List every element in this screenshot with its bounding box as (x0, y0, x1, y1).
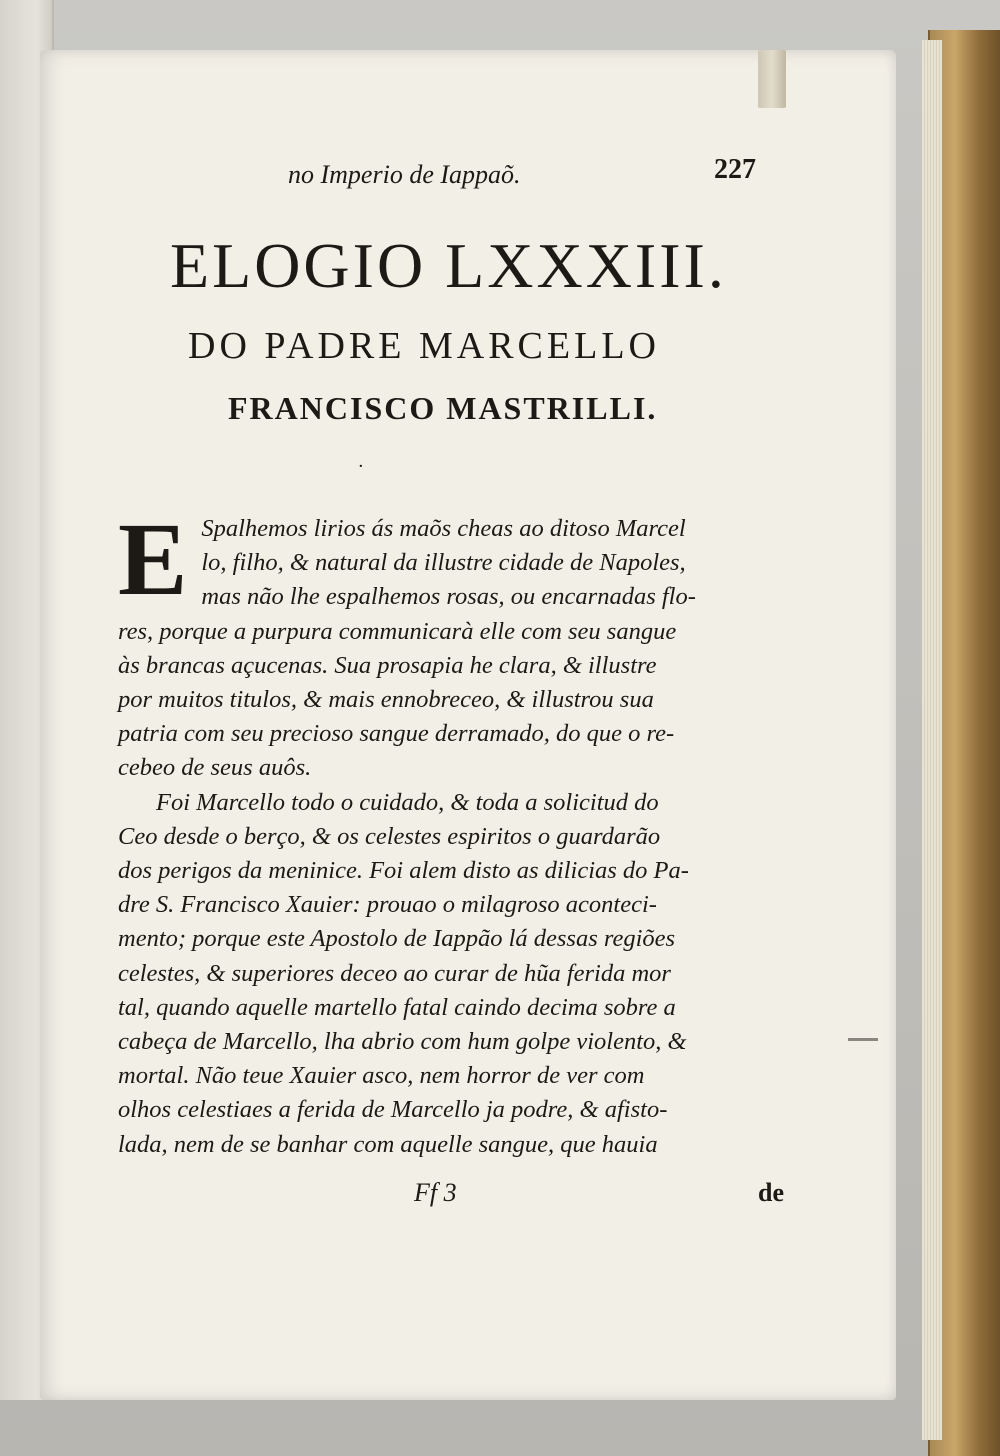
text-line: tal, quando aquelle martello fatal caindo decima sobre a (118, 993, 676, 1021)
margin-mark (848, 1038, 878, 1041)
text-line: por muitos titulos, & mais ennobreceo, & illustrou sua (118, 686, 654, 714)
text-line: patria com seu precioso sangue derramado, do que o re- (118, 720, 675, 748)
text-line: celestes, & superiores deceo ao curar de hũa ferida mor (118, 959, 671, 987)
paragraph-1 (118, 502, 818, 786)
text-line: Spalhemos lirios ás maõs cheas ao ditoso Marcel (201, 515, 686, 542)
chapter-subtitle-line-2: FRANCISCO MASTRILLI. (228, 390, 658, 426)
paragraph-2 (118, 786, 818, 1162)
text-line: dre S. Francisco Xauier: prouao o milagroso aconteci- (118, 891, 657, 919)
body-text (118, 502, 818, 1162)
text-line: mortal. Não teue Xauier asco, nem horror de ver com (118, 1062, 645, 1090)
drop-cap: E (118, 502, 188, 617)
text-line: mas não lhe espalhemos rosas, ou encarnadas flo- (201, 583, 696, 611)
catchword: de (758, 1177, 784, 1207)
text-line: cabeça de Marcello, lha abrio com hum golpe violento, & (118, 1028, 687, 1056)
chapter-subtitle-line-1: DO PADRE MARCELLO (188, 325, 660, 367)
text-line: às brancas açucenas. Sua prosapia he clara, & illustre (118, 651, 657, 679)
page-edges (922, 40, 942, 1440)
text-line: lo, filho, & natural da illustre cidade de Napoles, (201, 549, 686, 577)
chapter-title: ELOGIO LXXXIII. (170, 230, 727, 301)
text-line: olhos celestiaes a ferida de Marcello ja podre, & afisto- (118, 1096, 668, 1124)
text-line: mento; porque este Apostolo de Iappão lá dessas regiões (118, 925, 676, 953)
page-number: 227 (714, 154, 756, 185)
bookmark-ribbon (758, 50, 786, 108)
text-line: cebeo de seus auôs. (118, 754, 312, 782)
text-line: lada, nem de se banhar com aquelle sangue, que hauia (118, 1130, 658, 1158)
page-footer (118, 1174, 818, 1218)
book-page (40, 50, 896, 1400)
running-head (118, 150, 818, 200)
ornament-mark: · (358, 456, 364, 477)
page-text (118, 150, 818, 1218)
text-line: dos perigos da meninice. Foi alem disto as dilicias do Pa- (118, 857, 689, 885)
text-line: res, porque a purpura communicarà elle com seu sangue (118, 617, 677, 645)
text-line: Ceo desde o berço, & os celestes espiritos o guardarão (118, 822, 661, 850)
text-line: Foi Marcello todo o cuidado, & toda a solicitud do (156, 788, 659, 816)
signature-mark: Ff 3 (414, 1177, 457, 1207)
running-title: no Imperio de Iappaõ. (288, 160, 521, 189)
